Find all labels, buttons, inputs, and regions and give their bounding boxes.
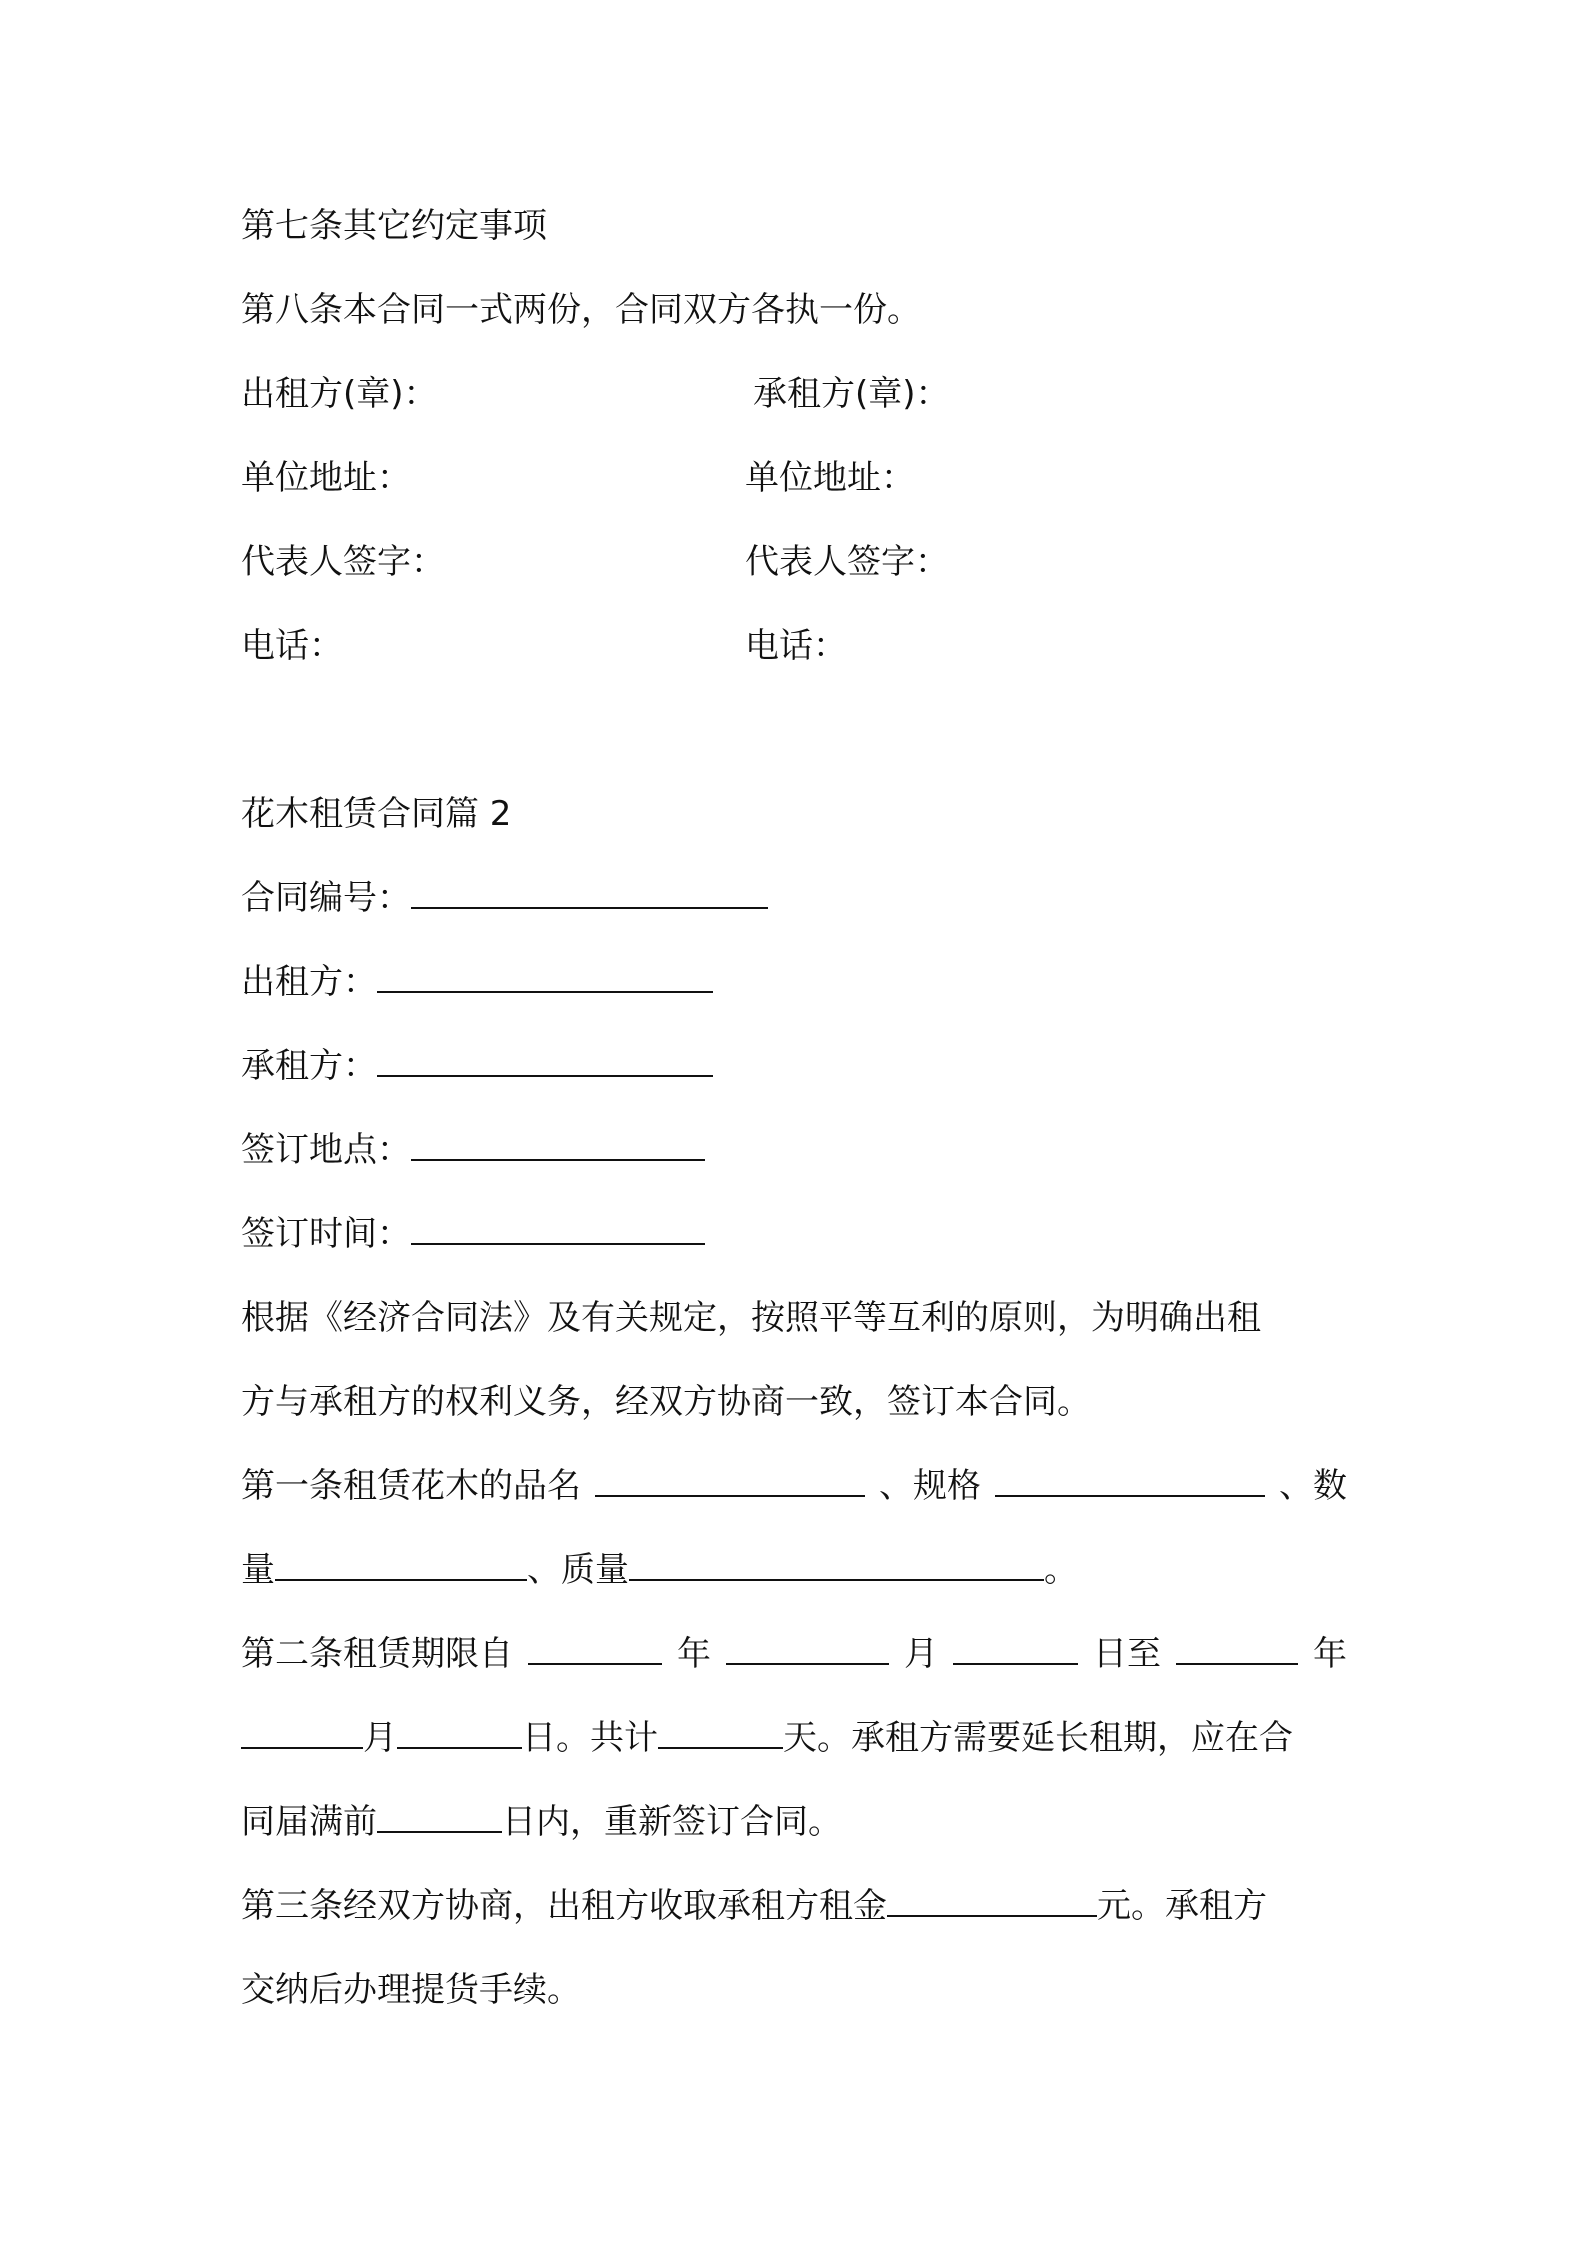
article-2-line-2 xyxy=(241,1714,1293,1762)
article-2-line-1 xyxy=(241,1630,1347,1678)
contract-2-title: 花木租赁合同篇 2 xyxy=(241,794,512,834)
lessee-phone-label: 电话： xyxy=(745,626,847,666)
preamble-line-2: 方与承租方的权利义务，经双方协商一致，签订本合同。 xyxy=(241,1382,1091,1422)
article-2-month: 月 xyxy=(904,1634,938,1674)
lessor-phone-label: 电话： xyxy=(241,626,343,666)
quality-blank xyxy=(629,1553,1044,1581)
article-2-text-d: 日内，重新签订合同。 xyxy=(502,1802,842,1842)
signing-time-label: 签订时间： xyxy=(241,1214,411,1254)
lessor-address-label: 单位地址： xyxy=(241,458,411,498)
lessor-seal-label: 出租方(章)： xyxy=(241,374,438,414)
signing-place-row xyxy=(241,1126,705,1174)
lessee-row xyxy=(241,1042,713,1090)
start-year-blank xyxy=(528,1637,662,1665)
article-3-line-2: 交纳后办理提货手续。 xyxy=(241,1970,581,2010)
end-year-blank xyxy=(1176,1637,1298,1665)
article-1-line-1 xyxy=(241,1462,1347,1510)
lessee-seal-label: 承租方(章)： xyxy=(753,374,950,414)
article-1-text-b: 、规格 xyxy=(879,1466,981,1506)
lessor-row xyxy=(241,958,713,1006)
lessor-rep-label: 代表人签字： xyxy=(241,542,445,582)
signing-time-row xyxy=(241,1210,705,1258)
signing-place-label: 签订地点： xyxy=(241,1130,411,1170)
article-1-text-c: 、数 xyxy=(1279,1466,1347,1506)
article-2-day-to: 日至 xyxy=(1093,1634,1161,1674)
start-day-blank xyxy=(953,1637,1078,1665)
preamble-line-1: 根据《经济合同法》及有关规定，按照平等互利的原则，为明确出租 xyxy=(241,1298,1261,1338)
article-2-text-c: 同届满前 xyxy=(241,1802,377,1842)
article-1-text-d: 量 xyxy=(241,1550,275,1590)
lessee-blank xyxy=(377,1049,713,1077)
signing-time-blank xyxy=(411,1217,705,1245)
article-2-text-a: 第二条租赁期限自 xyxy=(241,1634,513,1674)
renewal-days-blank xyxy=(377,1805,502,1833)
article-2-month-2: 月 xyxy=(363,1718,397,1758)
article-1-text-a: 第一条租赁花木的品名 xyxy=(241,1466,581,1506)
rent-amount-blank xyxy=(887,1889,1097,1917)
article-1-line-2 xyxy=(241,1546,1078,1594)
contract-number-blank xyxy=(411,881,768,909)
lessee-rep-label: 代表人签字： xyxy=(745,542,949,582)
article-2-extension-text: 天。承租方需要延长租期，应在合 xyxy=(783,1718,1293,1758)
lessor-blank xyxy=(377,965,713,993)
end-day-blank xyxy=(397,1721,522,1749)
lessee-label: 承租方： xyxy=(241,1046,377,1086)
article-2-year: 年 xyxy=(677,1634,711,1674)
end-month-blank xyxy=(241,1721,363,1749)
article-2-day-total: 日。共计 xyxy=(522,1718,658,1758)
article-1-text-f: 。 xyxy=(1044,1550,1078,1590)
section-8-text: 第八条本合同一式两份，合同双方各执一份。 xyxy=(241,290,921,330)
article-3-text-b: 元。承租方 xyxy=(1097,1886,1267,1926)
section-7-heading: 第七条其它约定事项 xyxy=(241,206,547,246)
product-name-blank xyxy=(595,1469,865,1497)
start-month-blank xyxy=(726,1637,889,1665)
article-1-text-e: 、质量 xyxy=(527,1550,629,1590)
spec-blank xyxy=(995,1469,1265,1497)
article-2-year-2: 年 xyxy=(1313,1634,1347,1674)
article-3-text-a: 第三条经双方协商，出租方收取承租方租金 xyxy=(241,1886,887,1926)
quantity-blank xyxy=(275,1553,527,1581)
article-2-line-3 xyxy=(241,1798,842,1846)
article-3-line-1 xyxy=(241,1882,1267,1930)
signing-place-blank xyxy=(411,1133,705,1161)
lessor-label: 出租方： xyxy=(241,962,377,1002)
contract-number-row xyxy=(241,874,768,922)
contract-number-label: 合同编号： xyxy=(241,878,411,918)
total-days-blank xyxy=(658,1721,783,1749)
lessee-address-label: 单位地址： xyxy=(745,458,915,498)
